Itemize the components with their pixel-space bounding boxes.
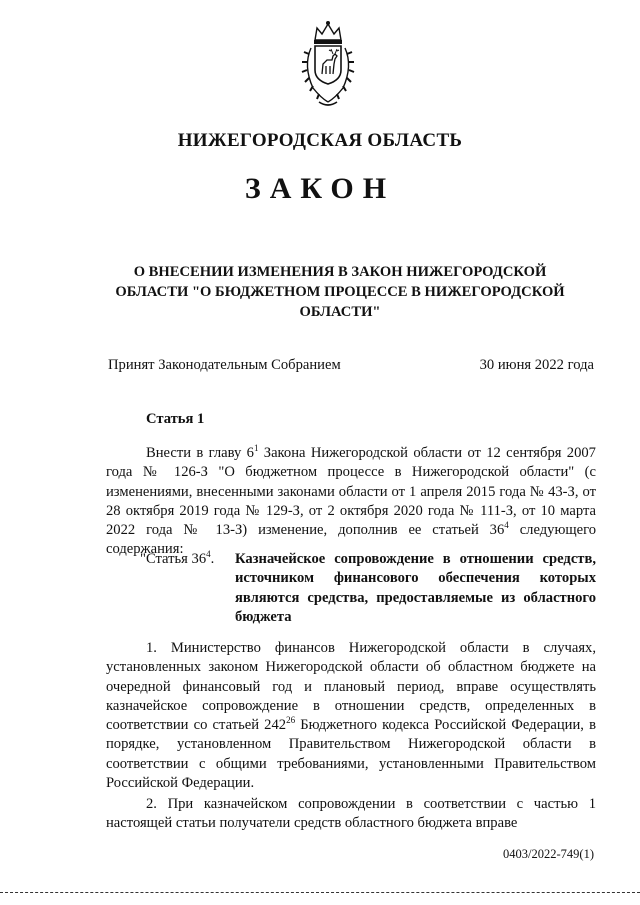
intro-superscript-1: 1 xyxy=(253,443,259,454)
intro-superscript-2: 4 xyxy=(504,520,509,531)
document-type: ЗАКОН xyxy=(244,172,396,205)
law-title: О ВНЕСЕНИИ ИЗМЕНЕНИЯ В ЗАКОН НИЖЕГОРОДСКОЙ ОБЛАСТИ "О БЮДЖЕТНОМ ПРОЦЕССЕ В НИЖЕГОРОДСКОЙ ОБЛАСТИ" xyxy=(115,264,565,320)
article-heading: Статья 1 xyxy=(146,411,205,427)
adoption-date: 30 июня 2022 года xyxy=(479,357,594,373)
nizhny-novgorod-coat-of-arms-icon xyxy=(295,18,361,110)
intro-text-3: следующего содержания: xyxy=(106,522,597,558)
inner-label-superscript: 4 xyxy=(206,549,211,560)
article-intro-paragraph xyxy=(106,444,596,560)
adoption-label: Принят Законодательным Собранием xyxy=(108,357,341,373)
region-name: НИЖЕГОРОДСКАЯ ОБЛАСТЬ xyxy=(177,130,463,151)
paragraph-1 xyxy=(106,639,596,793)
inner-label-end: . xyxy=(210,551,215,567)
adoption-line xyxy=(108,357,594,374)
p1-text-2: Бюджетного кодекса Российской Федерации, в порядке, установленном Правительством Нижегородской области в соответствии с общими требованиями, установленными Правительством Российской Федерации. xyxy=(106,717,596,792)
document-number: 0403/2022-749(1) xyxy=(503,847,594,861)
inner-article-title: Казначейское сопровождение в отношении средств, источником финансового обеспечения которых являются средства, предоставляемые из областного бюджета xyxy=(235,551,596,625)
intro-text-1: Внести в главу 6 xyxy=(146,445,254,461)
inner-label-text: "Статья 36 xyxy=(140,551,207,567)
inner-article-heading xyxy=(140,550,596,627)
paragraph-2: 2. При казначейском сопровождении в соответствии с частью 1 настоящей статьи получатели средств областного бюджета вправе xyxy=(106,796,596,832)
p1-text-1: 1. Министерство финансов Нижегородской области в случаях, установленных законом Нижегородской области об областном бюджете на очередной финансовый год и плановый период, вправе осуществлять казначейское сопровождение в отношении средств, определенных в соответствии со статьей 242 xyxy=(106,640,596,734)
intro-text-2: Закона Нижегородской области от 12 сентября 2007 года № 126-З "О бюджетном процессе в Нижегородской области" (с изменениями, внесенными законами области от 1 апреля 2015 года № 43-З, от 28 октября 2019 года № 129-З, от 2 октября 2020 года № 111-З, от 10 марта 2022 года № 13-З) изменение, дополнив ее статьей 36 xyxy=(106,445,596,539)
p1-superscript: 26 xyxy=(286,715,296,726)
page-cut-line xyxy=(0,892,640,893)
inner-article-label xyxy=(140,550,235,627)
